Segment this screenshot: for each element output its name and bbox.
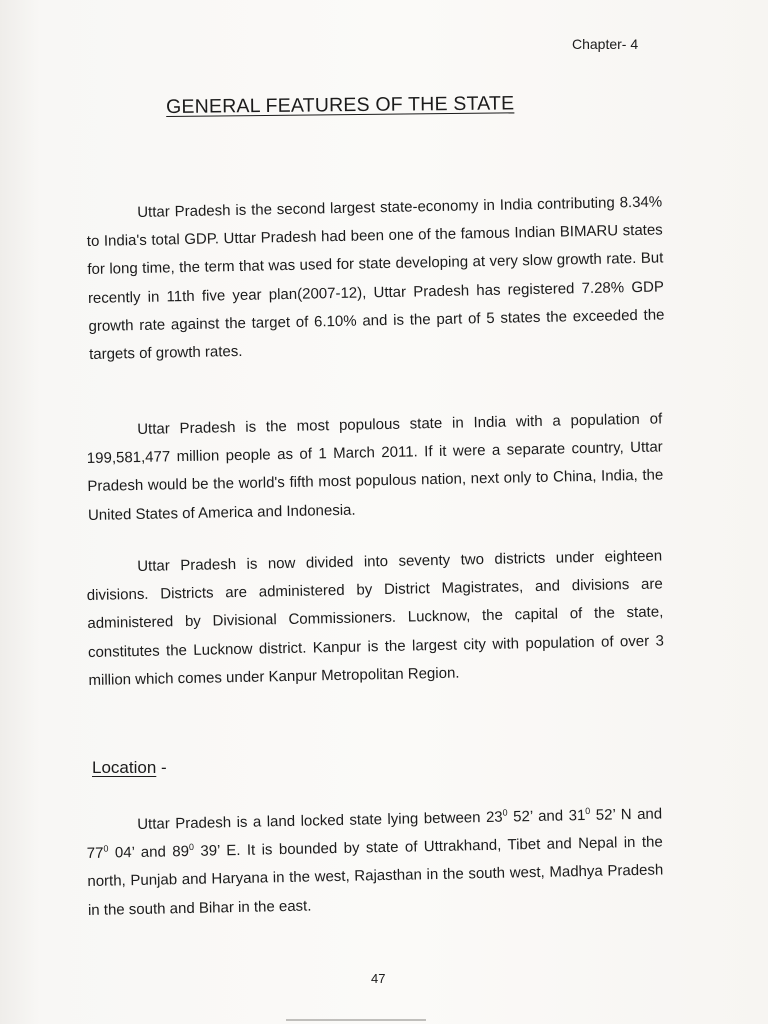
location-text-2: 52’ and 31 <box>507 806 586 826</box>
paragraph-population <box>86 405 664 529</box>
page-number: 47 <box>371 971 386 986</box>
location-text-1: Uttar Pradesh is a land locked state lying between 23 <box>137 808 503 833</box>
section-heading-location <box>92 758 167 778</box>
location-text-4: 04’ and 89 <box>108 843 190 862</box>
bottom-divider <box>286 1019 426 1021</box>
location-text-5: 39’ E. It is bounded by state of Uttrakhand, Tibet and Nepal in the north, Punjab and Haryana in the west, Rajasthan in the south west, Madhya Pradesh in the south and Bihar in the east. <box>87 833 664 919</box>
section-heading-text: Location <box>92 758 157 777</box>
degree-superscript: 0 <box>502 807 508 818</box>
paragraph-location <box>86 800 664 924</box>
degree-superscript: 0 <box>585 805 591 816</box>
paragraph-text: Uttar Pradesh is now divided into seventy two districts under eighteen divisions. Districts are administered by District Magistrates, and divisions are administered by Divisional Commissioners. Lucknow, the capital of the state, constitutes the Lucknow district. Kanpur is the largest city with population of over 3 million which comes under Kanpur Metropolitan Region. <box>86 547 665 689</box>
paragraph-economy <box>86 188 665 369</box>
degree-superscript: 0 <box>188 842 194 853</box>
degree-superscript: 0 <box>103 843 109 854</box>
paragraph-text: Uttar Pradesh is the most populous state in India with a population of 199,581,477 million people as of 1 March 2011. If it were a separate country, Uttar Pradesh would be the world's fifth most populous nation, next only to China, India, the United States of America and Indonesia. <box>86 410 664 524</box>
location-text-3: 52’ N and 77 <box>86 805 663 863</box>
page-title: GENERAL FEATURES OF THE STATE <box>166 92 515 118</box>
paragraph-districts <box>86 542 665 695</box>
paragraph-text <box>86 800 664 924</box>
paragraph-text: Uttar Pradesh is the second largest state-economy in India contributing 8.34% to India's total GDP. Uttar Pradesh had been one of the famous Indian BIMARU states for long time, the term that was used for state developing at very slow growth rate. But recently in 11th five year plan(2007-12), Uttar Pradesh has registered 7.28% GDP growth rate against the target of 6.10% and is the part of 5 states the exceeded the targets of growth rates. <box>86 193 665 363</box>
chapter-label: Chapter- 4 <box>572 36 639 52</box>
section-heading-dash: - <box>156 758 167 777</box>
